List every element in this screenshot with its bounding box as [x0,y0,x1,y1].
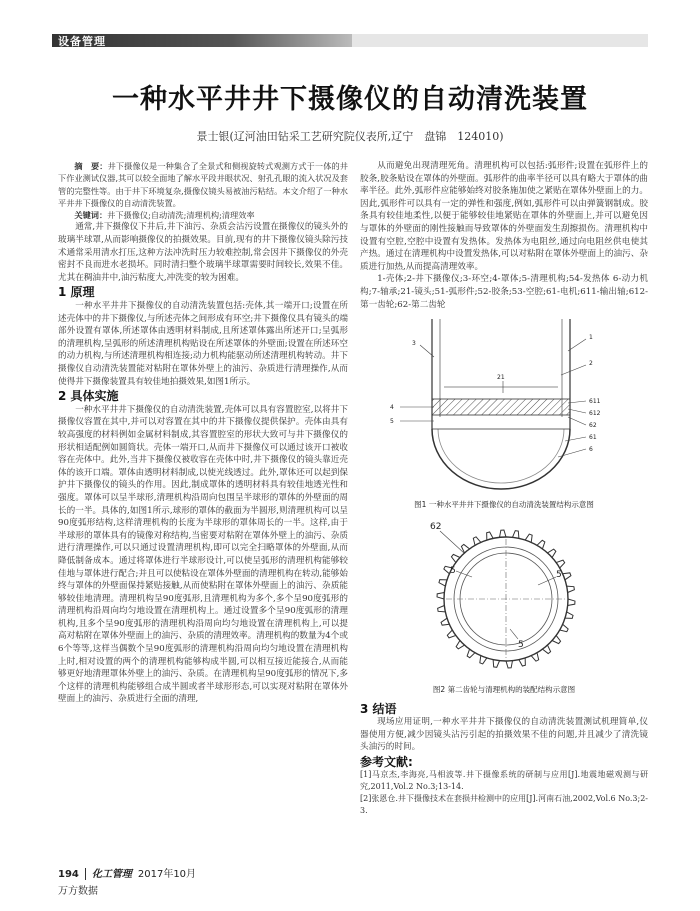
figure-1-caption: 图1 一种水平井井下摄像仪的自动清洗装置结构示意图 [414,499,594,509]
fig1-label-4: 4 [390,404,394,412]
fig2-label-5c: 5 [518,640,524,651]
fig1-label-5: 5 [390,418,394,426]
figure-2-diagram [360,517,648,677]
section-label: 设备管理 [58,35,106,48]
fig1-label-61: 61 [589,434,597,442]
leader-lines [400,339,586,457]
section-1-text: 一种水平井井下摄像仪的自动清洗装置包括:壳体,其一端开口;设置在所述壳体中的井下摄像仪,与所述壳体之间形成有环空;井下摄像仪具有镜头的端部外设置有罩体,所述罩体由透明材料制成,且所述罩体露出所述开口;呈弧形的清理机构,呈弧形的所述清理机构贴设在所述罩体的外壁面;设置在所述环空的动力机构,与所述清理机构相连接;动力机构能驱动所述清理机构转动。井下摄像仪自动清洗装置能对粘附在罩体外壁上的油污、杂质进行清理操作,从而使得井下摄像装置具有较佳地拍摄效果,如图1所示。 [58,301,348,387]
keywords-label: 关键词： [74,210,108,221]
footer-divider [85,868,86,880]
gear-band [432,399,570,415]
abstract-label: 摘 要： [74,161,108,171]
gear-tooth [568,599,575,605]
section-3-heading: 3 结语 [360,701,397,716]
section-1-heading: 1 原理 [58,285,95,300]
fig2-label-5b: 5 [556,570,562,581]
figure-1-diagram [360,317,648,492]
header-light-band [352,34,648,47]
article-title: 一种水平井井下摄像仪的自动清洗装置 [112,84,588,115]
fig1-label-6: 6 [589,446,593,454]
section-header-bar [0,0,700,50]
intro-paragraph: 通常,井下摄像仪下井后,井下油污、杂质会沾污设置在摄像仪的镜头外的玻璃半球罩,从而影响摄像仪的拍摄效果。目前,现有的井下摄像仪镜头除污技术通常采用清水打压,这种方法冲洗时压力较难控制,常会因井下摄像仪的外壳密封不良而进水老损坏。同时清扫整个玻璃半球罩需要时间较长,效果不佳。尤其在稠油井中,油污粘度大,冲洗变的较为困难。 [58,222,348,283]
left-column [58,160,348,706]
abstract [58,160,348,209]
author-affiliation: 景士银(辽河油田钻采工艺研究院仪表所,辽宁 盘锦 124010) [196,130,504,143]
references-list [360,769,648,817]
magazine-name: 化工管理 [91,869,132,880]
abstract-text: 井下摄像仪是一种集合了全景式和侧视旋转式观测方式于一体的井下作业测试仪器,其可以较全面地了解水平段井眼状况、射孔孔眼的流入状况及套管的完整性等。由于井下环境复杂,摄像仪镜头易被油污粘结。本文介绍了一种水平井井下摄像仪的自动清洗装置。 [58,161,348,208]
right-column-paragraph: 从而避免出现清理死角。清理机构可以包括:弧形件;设置在弧形件上的胶条,胶条贴设在罩体的外壁面。弧形件的曲率半径可以具有略大于罩体的曲率半径。此外,弧形件应能够始终对胶条施加使之紧贴在罩体外壁面上的力。因此,弧形件可以具有一定的弹性和强度,例如,弧形件可以由弹簧钢制成。胶条具有较佳地柔性,以便于能够较佳地紧贴在罩体的外壁面上,并可以避免因与罩体的外壁面的刚性接触而导致罩体的外壁面发生刮擦损伤。清理机构中设置有空腔,空腔中设置有发热体。发热体为电阻丝,通过向电阻丝供电使其产热。通过在清理机构中设置发热体,可以对粘附在罩体外壁面上的油污、杂质进行加热,从而提高清理效率。 [360,161,648,272]
fig1-label-62: 62 [589,422,597,430]
figure-legend: 1-壳体;2-井下摄像仪;3-环空;4-罩体;5-清理机构;54-发热体 6-动力机构;7-轴承;21-镜头;51-弧形件;52-胶条;53-空腔;61-电机;611-输出轴;612-第一齿轮;62-第二齿轮 [360,274,648,310]
source-watermark: 万方数据 [58,886,98,897]
page-footer [58,865,196,880]
gear-tooth [437,593,444,599]
keywords-text: 井下摄像仪;自动清洗;清理机构;清理效率 [107,210,255,221]
fig2-label-62: 62 [430,522,442,533]
section-2-heading: 2 具体实施 [58,389,119,404]
fig1-label-21: 21 [497,374,505,382]
figure-1 [360,317,648,511]
figure-2 [360,517,648,696]
fig1-label-3: 3 [412,340,416,348]
fig1-label-611: 611 [589,398,601,406]
fig1-label-1: 1 [589,334,593,342]
right-column [360,160,648,817]
fig1-label-2: 2 [589,360,593,368]
gear-tooth [500,530,506,537]
fig2-label-5a: 5 [450,566,456,577]
gear-tooth [506,661,512,668]
references-heading: 参考文献: [360,754,413,769]
fig2-leaders [440,531,556,639]
issue-date: 2017年10月 [137,869,197,880]
section-3-text: 现场应用证明,一种水平井井下摄像仪的自动清洗装置测试机理简单,仪器使用方便,减少因镜头沾污引起的拍摄效果不佳的问题,并且减少了清洗镜头油污的时间。 [360,717,648,753]
figure-2-caption: 图2 第二齿轮与清理机构的装配结构示意图 [432,684,576,694]
keywords [58,209,348,221]
section-2-text: 一种水平井井下摄像仪的自动清洗装置,壳体可以具有容置腔室,以将井下摄像仪容置在其中,并可以对容置在其中的井下摄像仪提供保护。壳体由具有较高强度的材料例如金属材料制成,其容置腔室的形状大致可与井下摄像仪的形状相适配例如圆筒状。壳体一端开口,从而井下摄像仪可以通过该开口被收容在壳体中。此外,当井下摄像仪被收容在壳体中时,井下摄像仪的镜头靠近壳体的该开口端。罩体由透明材料制成,以使光线透过。此外,罩体还可以起到保护井下摄像仪的镜头的作用。因此,制成罩体的透明材料具有较佳地透光性和强度。罩体可以呈半球形,清理机构沿周向包围呈半球形的罩体的外壁面的周长的一半。具体的,如图1所示,球形的罩体的截面为半圆形,则清理机构可以呈90度弧形结构,这样清理机构的长度为半球形的罩体周长的一半。这样,由于半球形的罩体具有的镜像对称结构,当密要对粘附在罩体外壁上的油污、杂质进行清理操作,可以只通过设置清理机构,即可以完全扫略罩体的外壁面,从而降低制备成本。通过将罩体进行半球形设计,可以使呈弧形的清理机构能够较佳地与罩体进行配合;并且可以使粘设在罩体外壁面的清理机构在转动,能够始终与罩体的外壁面保持紧贴接触,从而使粘附在罩体外壁面上的油污、杂质能够较佳地清理。清理机构呈90度弧形,且清理机构为多个,多个呈90度弧形的清理机构沿周向均匀地设置在清理机构上。通过设置多个呈90度弧形的清理机构,且多个呈90度弧形的清理机构沿周向均匀地设置在清理机构上,可以提高对粘附在罩体外壁面上的油污、杂质的清理效率。清理机构的数量为4个或6个等等,这样当偶数个呈90度弧形的清理机构沿周向均匀地设置在清理机构上时,相对设置的两个的清理机构能够构成半圆,可以相互接近能接合,从而能够更好地清理罩体外壁上的油污、杂质。在清理机构呈90度弧形的情况下,多个这样的清理机构能够组合成半圆或者半球形形态,可以实现对粘附在罩体外壁面上的油污、杂质进行全面的清理, [58,404,348,705]
reference-item: [2]张恩仓.井下摄像技术在套损井检测中的应用[J].河南石油,2002,Vol.6 No.3;2-3. [360,794,648,816]
page-number: 194 [58,869,79,880]
dome-cover [432,429,570,489]
reference-item: [1]马京杰,李海亮,马相波等.井下摄像系统的研制与应用[J].地震地磁观测与研究,2011,Vol.2 No.3;13-14. [360,770,648,792]
fig1-label-612: 612 [589,410,601,418]
